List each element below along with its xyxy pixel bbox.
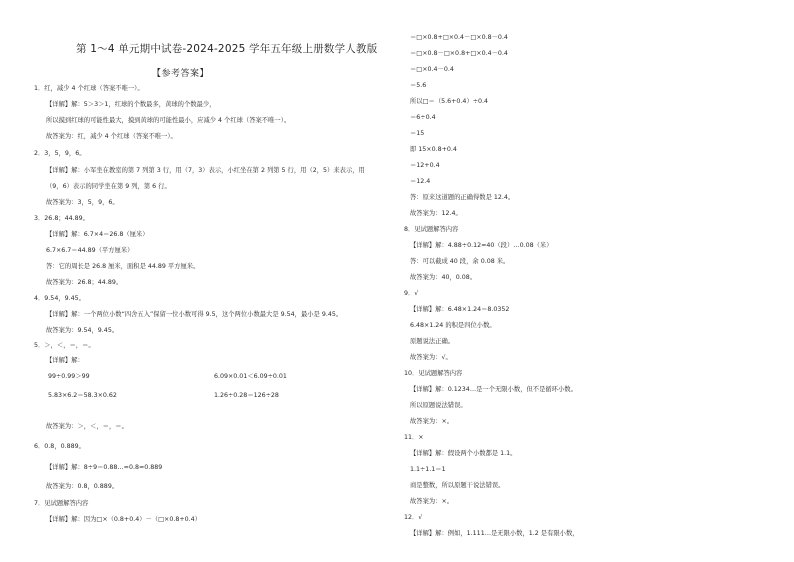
left-answer-line: 故答案为：9.54，9.45。 bbox=[46, 327, 119, 334]
right-answer-line: 答：可以截成 40 段，余 0.08 米。 bbox=[410, 258, 510, 265]
left-answer-line: 故答案为：3，5，9，6。 bbox=[46, 199, 119, 206]
right-answer-line: 即 15×0.8+0.4 bbox=[410, 146, 457, 153]
left-answer-line: 99÷0.99＞99 bbox=[48, 373, 90, 380]
right-answer-line: 故答案为：×。 bbox=[410, 498, 454, 505]
right-answer-line: 9．√ bbox=[404, 290, 419, 297]
right-answer-line: 故答案为：40，0.08。 bbox=[410, 274, 477, 281]
left-answer-line: 答：它的周长是 26.8 厘米，面积是 44.89 平方厘米。 bbox=[46, 263, 200, 270]
left-answer-line: 5.83×6.2＝58.3×0.62 bbox=[48, 392, 117, 399]
right-answer-line: ＝12.4 bbox=[410, 178, 431, 185]
right-answer-line: ＝□×0.8+□×0.4－□×0.8－0.4 bbox=[410, 34, 508, 41]
right-answer-line: ＝12+0.4 bbox=[410, 162, 440, 169]
left-answer-line: 故答案为：0.8，0.889。 bbox=[46, 483, 119, 490]
page-title: 第 1～4 单元期中试卷-2024-2025 学年五年级上册数学人教版 bbox=[76, 43, 378, 55]
left-answer-line: 【详解】解：一个两位小数“四舍五入”保留一位小数可得 9.5，这个两位小数最大是 9.54，最小是 9.45。 bbox=[46, 311, 343, 318]
left-answer-line: 【详解】解：小军坐在教室的第 7 列第 3 行，用（7，3）表示，小红坐在第 2 列第 5 行，用（2，5）来表示，用 bbox=[46, 167, 365, 174]
right-answer-line: 所以□＝（5.6+0.4）÷0.4 bbox=[410, 98, 489, 105]
right-answer-line: 【详解】解：4.88÷0.12≈40（段）…0.08（米） bbox=[410, 242, 553, 249]
right-answer-line: 6.48×1.24 的积是四位小数。 bbox=[410, 322, 496, 329]
left-answer-line: 3．26.8；44.89。 bbox=[34, 215, 89, 222]
right-answer-line: 8．见试题解答内容 bbox=[404, 226, 459, 233]
right-answer-line: 1.1÷1.1＝1 bbox=[410, 466, 446, 473]
right-answer-line: 12．√ bbox=[404, 514, 423, 521]
right-answer-line: ＝15 bbox=[410, 130, 425, 137]
right-answer-line: 商是整数，所以原题干说法错误。 bbox=[410, 482, 505, 489]
left-answer-line: 【详解】解：6.7×4＝26.8（厘米） bbox=[46, 231, 149, 238]
left-answer-line: 故答案为：26.8；44.89。 bbox=[46, 279, 123, 286]
left-answer-line: 1．红，减少 4 个红球（答案不唯一）。 bbox=[34, 85, 144, 92]
right-answer-line: 所以原题说法错误。 bbox=[410, 402, 467, 409]
left-answer-line: 故答案为：红，减少 4 个红球（答案不唯一）。 bbox=[46, 133, 177, 140]
right-answer-line: 【详解】解：假设两个小数都是 1.1。 bbox=[410, 450, 517, 457]
left-answer-line: 【详解】解：5＞3＞1，红球的个数最多，黄球的个数最少， bbox=[46, 101, 216, 108]
right-answer-line: 【详解】解：0.1234…是一个无限小数，但不是循环小数。 bbox=[410, 386, 577, 393]
left-answer-line: 5．＞，＜，＝，＝。 bbox=[34, 342, 95, 349]
left-answer-line: 所以摸到红球的可能性最大，摸到黄球的可能性最小，应减少 4 个红球（答案不唯一）。 bbox=[46, 117, 291, 124]
left-answer-line: 7．见试题解答内容 bbox=[34, 500, 89, 507]
left-answer-line: （9，6）表示的同学坐在第 9 列，第 6 行。 bbox=[46, 183, 171, 190]
right-answer-line: ＝□×0.8－□×0.8+□×0.4－0.4 bbox=[410, 50, 508, 57]
right-answer-line: 故答案为：×。 bbox=[410, 418, 454, 425]
right-answer-line: ＝6÷0.4 bbox=[410, 114, 436, 121]
left-answer-line: 6.09×0.01＜6.09÷0.01 bbox=[214, 373, 287, 380]
left-answer-line: 1.26÷0.28＝126÷28 bbox=[214, 392, 279, 399]
left-answer-line: 6.7×6.7＝44.89（平方厘米） bbox=[46, 247, 134, 254]
right-answer-line: 故答案为：12.4。 bbox=[410, 210, 462, 217]
page-subtitle: 【参考答案】 bbox=[152, 69, 210, 79]
right-answer-line: 故答案为：√。 bbox=[410, 354, 452, 361]
right-answer-line: 答：原来这道题的正确得数是 12.4。 bbox=[410, 194, 515, 201]
left-answer-line: 故答案为：＞，＜，＝，＝。 bbox=[46, 423, 128, 430]
right-answer-line: 10．见试题解答内容 bbox=[404, 370, 463, 377]
left-answer-line: 【详解】解： bbox=[46, 357, 84, 364]
left-answer-line: 4．9.54，9.45。 bbox=[34, 295, 85, 302]
right-answer-line: 【详解】解：6.48×1.24＝8.0352 bbox=[410, 306, 510, 313]
right-answer-line: 11．× bbox=[404, 434, 424, 441]
right-answer-line: 原题说法正确。 bbox=[410, 338, 455, 345]
right-answer-line: ＝5.6 bbox=[410, 82, 427, 89]
left-answer-line: 2．3，5，9，6。 bbox=[34, 150, 86, 157]
left-answer-line: 【详解】解：因为□×（0.8+0.4）－（□×0.8+0.4） bbox=[46, 516, 201, 523]
left-answer-line: 【详解】解：8÷9＝0.88…≈0.8≈0.889 bbox=[46, 464, 163, 471]
left-answer-line: 6．0.8，0.889。 bbox=[34, 443, 85, 450]
right-answer-line: ＝□×0.4－0.4 bbox=[410, 66, 454, 73]
right-answer-line: 【详解】解：例如，1.111…是无限小数，1.2 是有限小数， bbox=[410, 530, 579, 537]
